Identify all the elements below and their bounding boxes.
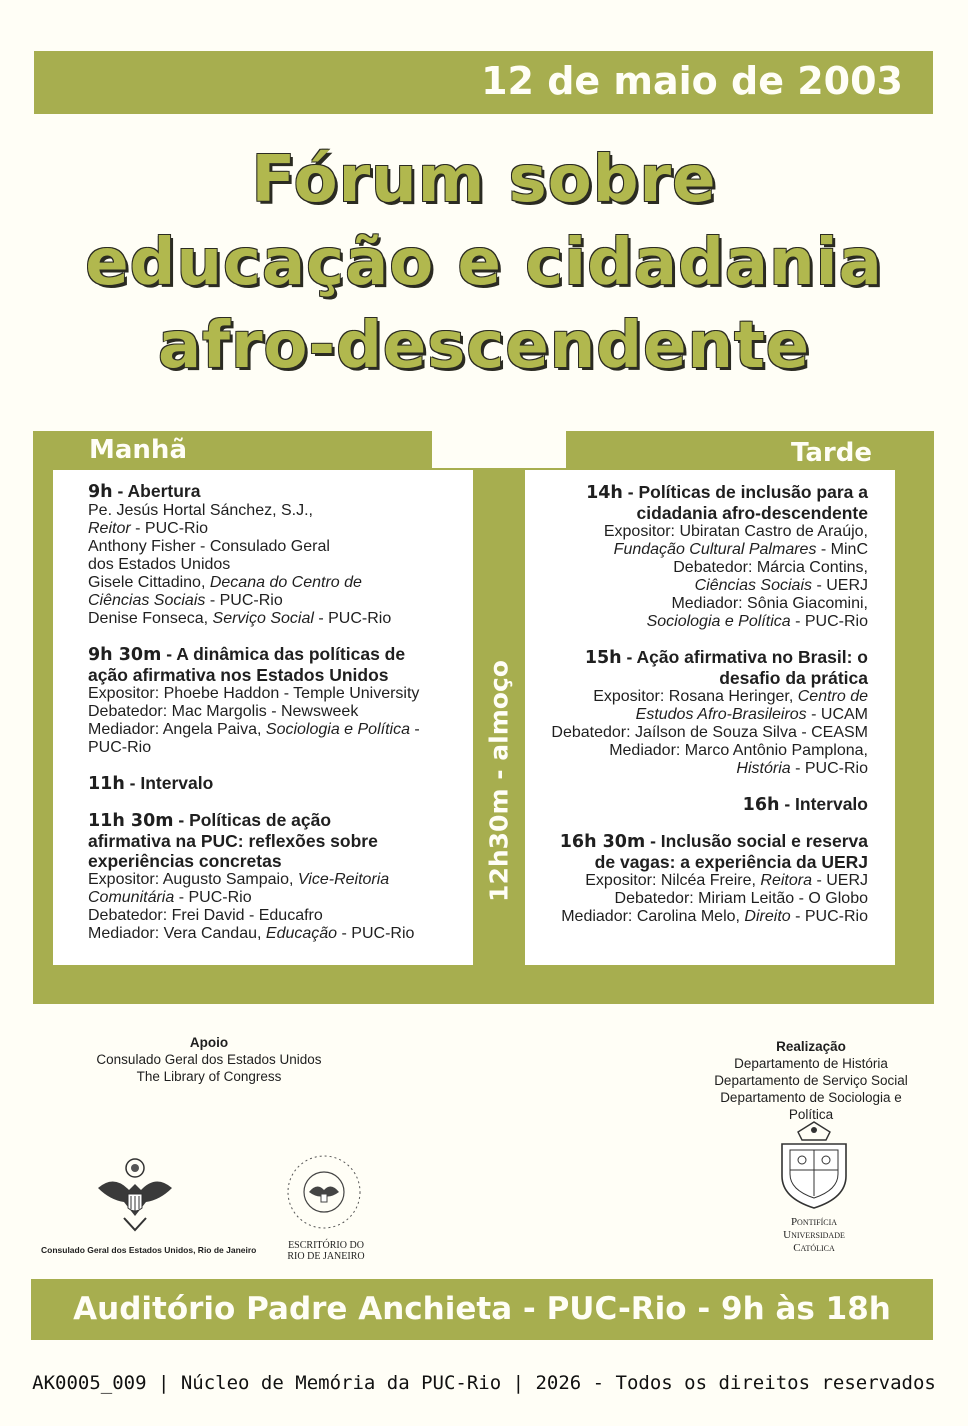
speaker-role: Comunitária (88, 889, 175, 906)
venue-text: Auditório Padre Anchieta - PUC-Rio - 9h às 18h (73, 1291, 891, 1327)
session-title: Políticas de ação (189, 810, 332, 830)
speaker-name: Mediador: Angela Paiva, (88, 721, 266, 738)
speaker-line: Expositor: Ubiratan Castro de Araújo, (603, 523, 868, 540)
speaker-role: Direito (744, 908, 791, 925)
support-heading: Apoio (189, 1035, 229, 1050)
speaker-org: - PUC-Rio (790, 613, 868, 630)
session-title: cidadania afro-descendente (636, 503, 868, 523)
speaker-role: Reitor (88, 520, 131, 537)
date-banner (34, 51, 933, 114)
session-title: A dinâmica das políticas de (176, 644, 406, 664)
speaker-name: Denise Fonseca, (88, 610, 213, 627)
speaker-org: - UERJ (812, 577, 868, 594)
speaker-role: Serviço Social (212, 610, 314, 627)
speaker-line: Mediador: Sônia Giacomini, (671, 595, 868, 612)
speaker-org: - PUC-Rio (790, 760, 868, 777)
session-11h30: 11h 30m - Políticas de ação afirmativa na PUC: reflexões sobre experiências concretas Expositor: Augusto Sampaio, Vice-Reitoria Comunitária - PUC-Rio Debatedor: Frei David - Educafro Mediador: Vera Candau, Educação - PUC-Rio (88, 810, 468, 943)
speaker-org: - PUC-Rio (174, 889, 252, 906)
speaker-line: Debatedor: Miriam Leitão - O Globo (614, 890, 868, 907)
puc-crest-icon (776, 1118, 852, 1214)
speaker-name: Expositor: Augusto Sampaio, (88, 871, 298, 888)
speaker-role: Fundação Cultural Palmares (613, 541, 817, 558)
us-eagle-seal-icon (94, 1156, 176, 1236)
title-line-3: afro-descendente (157, 309, 811, 383)
session-title: Políticas de inclusão para a (638, 482, 868, 502)
puc-line: Pontifícia (790, 1216, 838, 1228)
archive-footer: AK0005_009 | Núcleo de Memória da PUC-Rio | 2026 - Todos os direitos reservados (32, 1372, 936, 1394)
support-block (90, 1034, 328, 1085)
session-15h: 15h - Ação afirmativa no Brasil: o desafio da prática Expositor: Rosana Heringer, Centro de Estudos Afro-Brasileiros - UCAM Debatedor: Jaílson de Souza Silva - CEASM Mediador: Marco Antônio Pamplona, História - PUC-Rio (540, 647, 868, 778)
puc-line: Católica (793, 1242, 835, 1254)
escritorio-line: ESCRITÓRIO DO (288, 1240, 364, 1251)
session-title: Intervalo (140, 773, 214, 793)
speaker-role: Decana do Centro de (209, 574, 362, 591)
morning-heading: Manhã (89, 435, 187, 465)
session-time: 11h (88, 774, 125, 794)
speaker-role: Centro de (797, 688, 868, 705)
speaker-org: - PUC-Rio (337, 925, 415, 942)
event-date: 12 de maio de 2003 (481, 59, 903, 103)
lunch-label: 12h30m - almoço (484, 659, 514, 902)
session-title: experiências concretas (88, 851, 282, 871)
speaker-line: Debatedor: Frei David - Educafro (88, 907, 323, 924)
title-line-1: Fórum sobre (251, 143, 717, 217)
session-11h: 11h - Intervalo (88, 773, 214, 794)
speaker-line: Debatedor: Márcia Contins, (673, 559, 868, 576)
organizer-line: Departamento de História (734, 1056, 888, 1071)
speaker-line: Pe. Jesús Hortal Sánchez, S.J., (88, 502, 313, 519)
session-title: Ação afirmativa no Brasil: o (636, 647, 868, 667)
session-time: 16h (742, 795, 780, 815)
speaker-name: Gisele Cittadino, (88, 574, 210, 591)
session-time: 9h 30m (88, 645, 162, 665)
speaker-line: Debatedor: Mac Margolis - Newsweek (88, 703, 359, 720)
afternoon-heading: Tarde (791, 438, 872, 468)
speaker-name: Expositor: Rosana Heringer, (593, 688, 798, 705)
session-title: de vagas: a experiência da UERJ (594, 852, 868, 872)
session-title: Abertura (127, 481, 201, 501)
session-time: 14h (586, 483, 623, 503)
title-line-2: educação e cidadania (85, 226, 883, 300)
session-time: 9h (88, 482, 113, 502)
escritorio-line: RIO DE JANEIRO (287, 1251, 365, 1262)
speaker-line: Anthony Fisher - Consulado Geral (88, 538, 330, 555)
organizers-heading: Realização (776, 1039, 846, 1054)
session-time: 15h (584, 648, 622, 668)
session-title: desafio da prática (719, 668, 868, 688)
speaker-role: Vice-Reitoria (297, 871, 390, 888)
session-16h: 16h - Intervalo (742, 794, 868, 815)
speaker-name: Mediador: Vera Candau, (88, 925, 266, 942)
speaker-org: - PUC-Rio (313, 610, 392, 627)
speaker-role: Sociologia e Política (646, 613, 791, 630)
venue-banner (31, 1279, 933, 1340)
session-title: afirmativa na PUC: reflexões sobre (88, 831, 378, 851)
speaker-name: Mediador: Carolina Melo, (561, 908, 745, 925)
session-9h: 9h - Abertura Pe. Jesús Hortal Sánchez, S.J., Reitor - PUC-Rio Anthony Fisher - Consulado Geral dos Estados Unidos Gisele Cittadino, Decana do Centro de Ciências Sociais - PUC-Rio Denise Fonseca, Serviço Social - PUC-Rio (88, 481, 468, 628)
speaker-role: Ciências Sociais (694, 577, 812, 594)
speaker-line: Debatedor: Jaílson de Souza Silva - CEASM (551, 724, 868, 741)
puc-caption (774, 1216, 854, 1255)
puc-line: Universidade (783, 1229, 845, 1241)
speaker-name: Expositor: Nilcéa Freire, (585, 872, 761, 889)
escritorio-caption (276, 1240, 376, 1262)
session-16h30: 16h 30m - Inclusão social e reserva de vagas: a experiência da UERJ Expositor: Nilcéa Freire, Reitora - UERJ Debatedor: Miriam Leitão - O Globo Mediador: Carolina Melo, Direito - PUC-Rio (540, 831, 868, 926)
support-line: The Library of Congress (136, 1069, 282, 1084)
frame-notch (432, 431, 566, 468)
speaker-org: - (409, 721, 420, 738)
afternoon-schedule (540, 482, 868, 942)
lunch-strip (474, 596, 524, 965)
speaker-line: Mediador: Marco Antônio Pamplona, (609, 742, 868, 759)
session-title: ação afirmativa nos Estados Unidos (88, 665, 389, 685)
organizers-block (700, 1038, 922, 1123)
speaker-org: - UERJ (812, 872, 868, 889)
speaker-org: - UCAM (806, 706, 868, 723)
speaker-role: Educação (265, 925, 338, 942)
session-14h: 14h - Políticas de inclusão para a cidadania afro-descendente Expositor: Ubiratan Castro de Araújo, Fundação Cultural Palmares - MinC Debatedor: Márcia Contins, Ciências Sociais - UERJ Mediador: Sônia Giacomini, Sociologia e Política - PUC-Rio (540, 482, 868, 631)
speaker-org: - PUC-Rio (205, 592, 283, 609)
speaker-org: - PUC-Rio (130, 520, 209, 537)
library-seal-icon (283, 1152, 365, 1232)
organizer-line: Departamento de Serviço Social (714, 1073, 908, 1088)
session-title: Inclusão social e reserva (660, 831, 868, 851)
organizer-line: Departamento de Sociologia e Política (720, 1090, 902, 1122)
session-time: 11h 30m (88, 811, 174, 831)
speaker-role: Ciências Sociais (88, 592, 206, 609)
session-title: Intervalo (795, 794, 868, 814)
consulate-caption: Consulado Geral dos Estados Unidos, Rio de Janeiro (41, 1245, 257, 1255)
support-line: Consulado Geral dos Estados Unidos (96, 1052, 322, 1067)
speaker-line: PUC-Rio (88, 739, 152, 756)
speaker-role: Sociologia e Política (265, 721, 410, 738)
speaker-role: Estudos Afro-Brasileiros (635, 706, 807, 723)
speaker-line: Expositor: Phoebe Haddon - Temple University (88, 685, 420, 702)
session-9h30: 9h 30m - A dinâmica das políticas de ação afirmativa nos Estados Unidos Expositor: Phoebe Haddon - Temple University Debatedor: Mac Margolis - Newsweek Mediador: Angela Paiva, Sociologia e Política - PUC-Rio (88, 644, 468, 757)
session-time: 16h 30m (559, 832, 646, 852)
speaker-role: Reitora (760, 872, 812, 889)
speaker-line: dos Estados Unidos (88, 556, 231, 573)
speaker-role: História (736, 760, 791, 777)
speaker-org: - PUC-Rio (790, 908, 868, 925)
morning-schedule (88, 481, 468, 959)
speaker-org: - MinC (816, 541, 868, 558)
